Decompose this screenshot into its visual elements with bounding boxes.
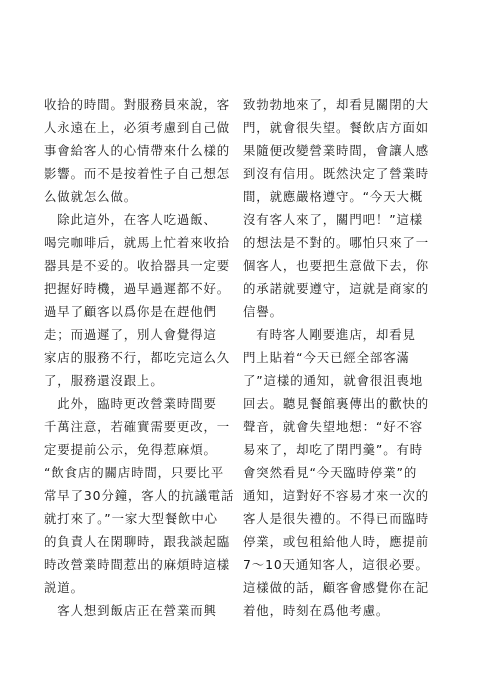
text-line: 時改營業時間惹出的麻煩時這樣 [44, 557, 231, 572]
text-line: 的承諾就要遵守，這就是商家的 [243, 281, 430, 296]
text-line: 信譽。 [243, 304, 283, 319]
text-line: 着他，時刻在爲他考慮。 [243, 603, 390, 618]
right-text-column [243, 93, 441, 622]
text-line: 致勃勃地來了，却看見關閉的大 [243, 97, 430, 112]
text-line: 就打來了。”一家大型餐飲中心 [44, 511, 218, 526]
text-line: 這樣做的話，顧客會感覺你在記 [243, 580, 430, 595]
text-line: 停業，或包租給他人時，應提前 [243, 534, 430, 549]
text-line: 易來了，却吃了閉門羹”。有時 [243, 442, 424, 457]
text-line: 了”這樣的通知，就會很沮喪地 [243, 373, 424, 388]
text-line: 的想法是不對的。哪怕只來了一 [243, 235, 430, 250]
text-line: 個客人，也要把生意做下去，你 [243, 258, 430, 273]
text-line: 聲音，就會失望地想：“好不容 [243, 419, 424, 434]
text-line: 人永遠在上，必須考慮到自己做 [44, 120, 231, 135]
text-line: 門上貼着“今天已經全部客滿 [243, 350, 410, 365]
text-line: 事會給客人的心情帶來什么樣的 [44, 143, 231, 158]
text-line: 走；而過遲了，別人會覺得這 [44, 327, 217, 342]
text-line: 沒有客人來了，關門吧！”這樣 [243, 212, 424, 227]
text-line: 器具是不妥的。收拾器具一定要 [44, 258, 231, 273]
text-line: 定要提前公示，免得惹麻煩。 [44, 442, 217, 457]
text-line: 千萬注意，若確實需要更改，一 [44, 419, 231, 434]
text-line: 家店的服務不行，都吃完這么久 [44, 350, 231, 365]
text-line: 此外，臨時更改營業時間要 [44, 396, 217, 411]
text-line: 説道。 [44, 580, 84, 595]
text-line: 把握好時機，過早過遲都不好。 [44, 281, 231, 296]
text-line: 了，服務還沒跟上。 [44, 373, 164, 388]
text-line: 客人想到飯店正在營業而興 [44, 603, 217, 618]
text-line: 回去。聽見餐館裏傳出的歡快的 [243, 396, 430, 411]
text-line: “飲食店的關店時間，只要比平 [44, 465, 225, 480]
text-line: 果隨便改變營業時間，會讓人感 [243, 143, 430, 158]
text-line: 常早了30分鐘，客人的抗議電話 [44, 488, 235, 503]
text-line: 么做就怎么做。 [44, 189, 138, 204]
left-text-column [44, 93, 242, 622]
text-line: 除此這外，在客人吃過飯、 [44, 212, 217, 227]
text-line: 客人是很失禮的。不得已而臨時 [243, 511, 430, 526]
text-line: 到沒有信用。既然決定了營業時 [243, 166, 430, 181]
text-line: 間，就應嚴格遵守。“今天大概 [243, 189, 424, 204]
text-line: 7～10天通知客人，這很必要。 [243, 557, 429, 572]
text-line: 過早了顧客以爲你是在趕他們 [44, 304, 217, 319]
text-line: 影響。而不是按着性子自己想怎 [44, 166, 231, 181]
text-line: 會突然看見“今天臨時停業”的 [243, 465, 418, 480]
text-line: 門，就會很失望。餐飲店方面如 [243, 120, 430, 135]
text-line: 的負責人在閑聊時，跟我談起臨 [44, 534, 231, 549]
text-line: 喝完咖啡后，就馬上忙着來收拾 [44, 235, 231, 250]
text-line: 有時客人剛要進店，却看見 [243, 327, 416, 342]
text-line: 收拾的時間。對服務員來說，客 [44, 97, 231, 112]
text-line: 通知，這對好不容易才來一次的 [243, 488, 430, 503]
